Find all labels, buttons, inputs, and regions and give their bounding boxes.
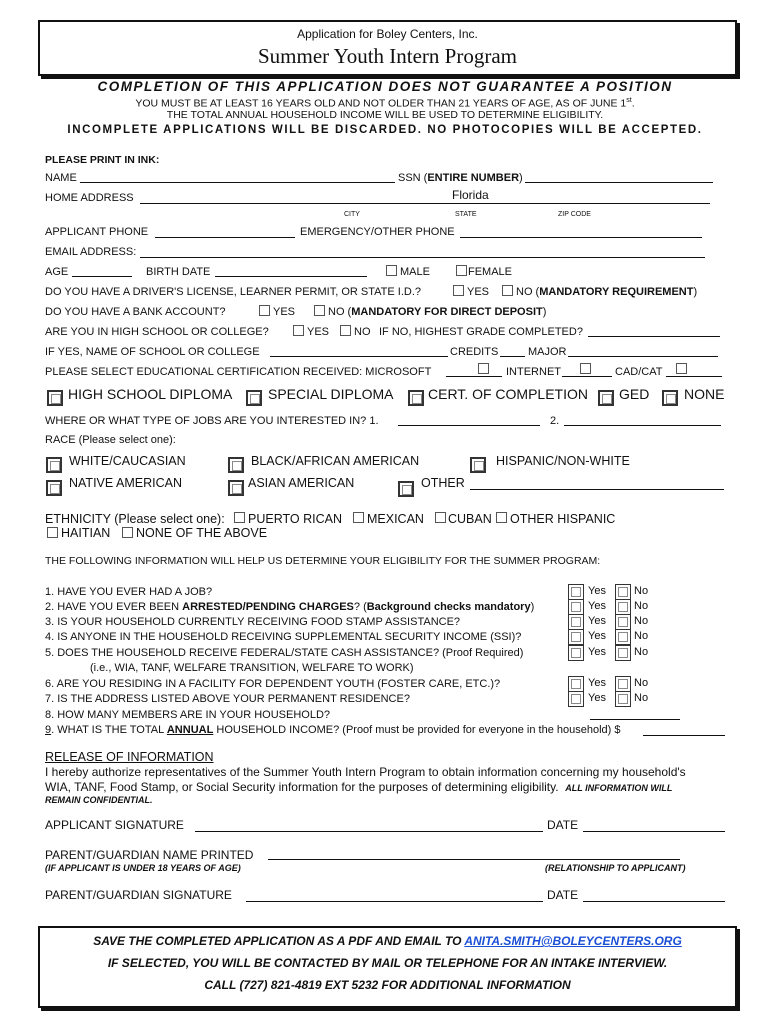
call-note: CALL (727) 821-4819 EXT 5232 FOR ADDITIONAL INFORMATION xyxy=(204,978,571,992)
q1-yes-label: Yes xyxy=(588,585,606,597)
q8-field[interactable] xyxy=(590,719,680,720)
applicant-signature-field[interactable] xyxy=(195,831,543,832)
print-instruction: PLEASE PRINT IN INK: xyxy=(45,154,160,166)
race-asian-checkbox[interactable] xyxy=(228,480,244,496)
eth-puerto-rican-checkbox[interactable] xyxy=(234,512,245,523)
internet-label: INTERNET xyxy=(506,366,561,378)
footer-box xyxy=(38,926,737,1008)
release-heading: RELEASE OF INFORMATION xyxy=(45,750,214,764)
credits-field[interactable] xyxy=(500,356,525,357)
q6-yes-label: Yes xyxy=(588,677,606,689)
q5-no-label: No xyxy=(634,646,649,658)
q7-no-checkbox[interactable] xyxy=(615,691,631,707)
race-white-label: WHITE/CAUCASIAN xyxy=(69,454,186,468)
eligibility-intro: THE FOLLOWING INFORMATION WILL HELP US DETERMINE YOUR ELIGIBILITY FOR THE SUMMER PROGRAM: xyxy=(45,555,601,567)
diploma-none-checkbox[interactable] xyxy=(662,390,678,406)
guardian-name-field[interactable] xyxy=(268,859,680,860)
race-native-checkbox[interactable] xyxy=(46,480,62,496)
major-field[interactable] xyxy=(568,356,718,357)
race-native-label: NATIVE AMERICAN xyxy=(69,476,182,490)
q4-no-checkbox[interactable] xyxy=(615,629,631,645)
q3-yes-checkbox[interactable] xyxy=(568,614,584,630)
cadcat-checkbox[interactable] xyxy=(676,363,687,374)
eth-none-checkbox[interactable] xyxy=(122,527,133,538)
q1-text: 1. HAVE YOU EVER HAD A JOB? xyxy=(45,586,213,598)
q2-text: 2. HAVE YOU EVER BEEN ARRESTED/PENDING CHARGES? (Background checks mandatory) xyxy=(45,601,535,613)
q8-text: 8. HOW MANY MEMBERS ARE IN YOUR HOUSEHOLD? xyxy=(45,709,331,721)
header-box xyxy=(38,20,737,76)
license-no-checkbox[interactable] xyxy=(502,285,513,296)
highest-grade-label: IF NO, HIGHEST GRADE COMPLETED? xyxy=(379,326,583,338)
male-checkbox[interactable] xyxy=(386,265,397,276)
diploma-hs-checkbox[interactable] xyxy=(47,390,63,406)
diploma-cert-checkbox[interactable] xyxy=(408,390,424,406)
relationship-note: (RELATIONSHIP TO APPLICANT) xyxy=(545,863,686,873)
race-other-checkbox[interactable] xyxy=(398,481,414,497)
completion-warning: COMPLETION OF THIS APPLICATION DOES NOT GUARANTEE A POSITION xyxy=(97,79,673,94)
cadcat-field[interactable] xyxy=(666,376,722,377)
school-name-label: IF YES, NAME OF SCHOOL OR COLLEGE xyxy=(45,346,260,358)
program-title: Summer Youth Intern Program xyxy=(258,44,517,68)
q2-no-checkbox[interactable] xyxy=(615,599,631,615)
eth-mexican-checkbox[interactable] xyxy=(353,512,364,523)
guardian-date-label: DATE xyxy=(547,888,579,902)
q3-text: 3. IS YOUR HOUSEHOLD CURRENTLY RECEIVING FOOD STAMP ASSISTANCE? xyxy=(45,616,461,628)
q5-no-checkbox[interactable] xyxy=(615,645,631,661)
q7-text: 7. IS THE ADDRESS LISTED ABOVE YOUR PERMANENT RESIDENCE? xyxy=(45,693,410,705)
diploma-none-label: NONE xyxy=(684,386,725,402)
eth-mexican-label: MEXICAN xyxy=(367,512,424,526)
race-other-field[interactable] xyxy=(470,489,724,490)
emergency-phone-field[interactable] xyxy=(460,237,702,238)
emergency-phone-label: EMERGENCY/OTHER PHONE xyxy=(300,226,455,238)
name-label: NAME xyxy=(45,172,77,184)
diploma-cert-label: CERT. OF COMPLETION xyxy=(428,386,588,402)
email-link[interactable]: ANITA.SMITH@BOLEYCENTERS.ORG xyxy=(464,934,682,948)
microsoft-checkbox[interactable] xyxy=(478,363,489,374)
release-line-3: REMAIN CONFIDENTIAL. xyxy=(45,795,153,805)
q4-yes-checkbox[interactable] xyxy=(568,629,584,645)
q4-text: 4. IS ANYONE IN THE HOUSEHOLD RECEIVING SUPPLEMENTAL SECURITY INCOME (SSI)? xyxy=(45,631,522,643)
jobs-second-label: 2. xyxy=(550,415,560,427)
q3-no-checkbox[interactable] xyxy=(615,614,631,630)
home-address-field[interactable] xyxy=(140,203,710,204)
q4-no-label: No xyxy=(634,630,649,642)
q9-field[interactable] xyxy=(643,735,725,736)
female-label: FEMALE xyxy=(468,266,513,278)
q7-yes-checkbox[interactable] xyxy=(568,691,584,707)
eth-cuban-label: CUBAN xyxy=(448,512,492,526)
applicant-date-field[interactable] xyxy=(583,831,725,832)
guardian-name-label: PARENT/GUARDIAN NAME PRINTED xyxy=(45,848,254,862)
age-label: AGE xyxy=(45,266,69,278)
guardian-signature-label: PARENT/GUARDIAN SIGNATURE xyxy=(45,888,232,902)
under-18-note: (IF APPLICANT IS UNDER 18 YEARS OF AGE) xyxy=(45,863,241,873)
diploma-ged-label: GED xyxy=(619,386,650,402)
jobs-question: WHERE OR WHAT TYPE OF JOBS ARE YOU INTERESTED IN? 1. xyxy=(45,415,379,427)
q7-no-label: No xyxy=(634,692,649,704)
license-question: DO YOU HAVE A DRIVER'S LICENSE, LEARNER PERMIT, OR STATE I.D.? xyxy=(45,286,421,298)
q6-text: 6. ARE YOU RESIDING IN A FACILITY FOR DEPENDENT YOUTH (FOSTER CARE, ETC.)? xyxy=(45,678,501,690)
internet-field[interactable] xyxy=(562,376,612,377)
diploma-hs-label: HIGH SCHOOL DIPLOMA xyxy=(68,386,233,402)
age-requirement: YOU MUST BE AT LEAST 16 YEARS OLD AND NOT OLDER THAN 21 YEARS OF AGE, AS OF JUNE 1st. xyxy=(135,97,635,110)
q2-yes-checkbox[interactable] xyxy=(568,599,584,615)
email-label: EMAIL ADDRESS: xyxy=(45,246,137,258)
bank-no-label: NO (MANDATORY FOR DIRECT DEPOSIT) xyxy=(328,306,547,318)
q3-yes-label: Yes xyxy=(588,615,606,627)
eth-other-hispanic-label: OTHER HISPANIC xyxy=(510,512,616,526)
q7-yes-label: Yes xyxy=(588,692,606,704)
release-line-1: I hereby authorize representatives of the Summer Youth Intern Program to obtain information concerning my household's xyxy=(45,765,686,779)
selected-note: IF SELECTED, YOU WILL BE CONTACTED BY MAIL OR TELEPHONE FOR AN INTAKE INTERVIEW. xyxy=(107,956,668,970)
q3-no-label: No xyxy=(634,615,649,627)
eth-none-label: NONE OF THE ABOVE xyxy=(136,526,268,540)
save-instruction: SAVE THE COMPLETED APPLICATION AS A PDF AND EMAIL TO ANITA.SMITH@BOLEYCENTERS.ORG xyxy=(93,934,682,948)
school-no-label: NO xyxy=(354,326,371,338)
city-label: CITY xyxy=(344,211,360,218)
state-label: STATE xyxy=(455,211,477,218)
zip-label: ZIP CODE xyxy=(558,211,591,218)
q5-subtext: (i.e., WIA, TANF, WELFARE TRANSITION, WELFARE TO WORK) xyxy=(90,662,414,674)
guardian-signature-field[interactable] xyxy=(246,901,543,902)
internet-checkbox[interactable] xyxy=(580,363,591,374)
school-no-checkbox[interactable] xyxy=(340,325,351,336)
race-hispanic-label: HISPANIC/NON-WHITE xyxy=(496,454,630,468)
home-address-label: HOME ADDRESS xyxy=(45,192,134,204)
female-checkbox[interactable] xyxy=(456,265,467,276)
q1-no-checkbox[interactable] xyxy=(615,584,631,600)
incomplete-warning: INCOMPLETE APPLICATIONS WILL BE DISCARDED. NO PHOTOCOPIES WILL BE ACCEPTED. xyxy=(67,124,703,136)
bank-yes-checkbox[interactable] xyxy=(259,305,270,316)
race-white-checkbox[interactable] xyxy=(46,457,62,473)
guardian-date-field[interactable] xyxy=(583,901,725,902)
email-field[interactable] xyxy=(140,257,705,258)
race-black-checkbox[interactable] xyxy=(228,457,244,473)
school-question: ARE YOU IN HIGH SCHOOL OR COLLEGE? xyxy=(45,326,269,338)
license-no-label: NO (MANDATORY REQUIREMENT) xyxy=(516,286,698,298)
q5-yes-checkbox[interactable] xyxy=(568,645,584,661)
state-value[interactable]: Florida xyxy=(452,188,489,202)
ethnicity-label: ETHNICITY (Please select one): xyxy=(45,512,225,526)
q9-text: 9. WHAT IS THE TOTAL ANNUAL HOUSEHOLD INCOME? (Proof must be provided for everyone in the household) $ xyxy=(45,724,621,736)
license-yes-checkbox[interactable] xyxy=(453,285,464,296)
ssn-label: SSN (ENTIRE NUMBER) xyxy=(398,172,523,184)
race-other-label: OTHER xyxy=(421,476,465,490)
bank-yes-label: YES xyxy=(273,306,296,318)
applicant-date-label: DATE xyxy=(547,818,579,832)
race-hispanic-checkbox[interactable] xyxy=(470,457,486,473)
diploma-ged-checkbox[interactable] xyxy=(598,390,614,406)
highest-grade-field[interactable] xyxy=(588,336,720,337)
eth-cuban-checkbox[interactable] xyxy=(435,512,446,523)
major-label: MAJOR xyxy=(528,346,567,358)
q1-yes-checkbox[interactable] xyxy=(568,584,584,600)
org-line: Application for Boley Centers, Inc. xyxy=(297,27,478,41)
cert-question: PLEASE SELECT EDUCATIONAL CERTIFICATION RECEIVED: MICROSOFT xyxy=(45,366,432,378)
male-label: MALE xyxy=(400,266,430,278)
q2-yes-label: Yes xyxy=(588,600,606,612)
q4-yes-label: Yes xyxy=(588,630,606,642)
ssn-field[interactable] xyxy=(525,182,713,183)
bank-no-checkbox[interactable] xyxy=(314,305,325,316)
q5-text: 5. DOES THE HOUSEHOLD RECEIVE FEDERAL/STATE CASH ASSISTANCE? (Proof Required) xyxy=(45,647,524,659)
eth-other-hispanic-checkbox[interactable] xyxy=(496,512,507,523)
applicant-phone-field[interactable] xyxy=(155,237,295,238)
school-yes-label: YES xyxy=(307,326,330,338)
credits-label: CREDITS xyxy=(450,346,499,358)
release-line-2: WIA, TANF, Food Stamp, or Social Security information for the purposes of determining eligibility. ALL INFORMATION WILL xyxy=(45,780,673,794)
age-field[interactable] xyxy=(72,276,132,277)
license-yes-label: YES xyxy=(467,286,490,298)
q1-no-label: No xyxy=(634,585,649,597)
birth-date-field[interactable] xyxy=(215,276,367,277)
q6-yes-checkbox[interactable] xyxy=(568,676,584,692)
applicant-phone-label: APPLICANT PHONE xyxy=(45,226,149,238)
school-name-field[interactable] xyxy=(270,356,448,357)
q5-yes-label: Yes xyxy=(588,646,606,658)
q2-no-label: No xyxy=(634,600,649,612)
applicant-signature-label: APPLICANT SIGNATURE xyxy=(45,818,184,832)
diploma-special-label: SPECIAL DIPLOMA xyxy=(268,386,394,402)
name-field[interactable] xyxy=(80,182,395,183)
eth-puerto-rican-label: PUERTO RICAN xyxy=(248,512,343,526)
diploma-special-checkbox[interactable] xyxy=(246,390,262,406)
job-interest-2-field[interactable] xyxy=(564,425,721,426)
eth-haitian-label: HAITIAN xyxy=(61,526,111,540)
cadcat-label: CAD/CAT xyxy=(615,366,663,378)
q6-no-label: No xyxy=(634,677,649,689)
income-note: THE TOTAL ANNUAL HOUSEHOLD INCOME WILL BE USED TO DETERMINE ELIGIBILITY. xyxy=(166,109,604,121)
birth-date-label: BIRTH DATE xyxy=(146,266,211,278)
race-asian-label: ASIAN AMERICAN xyxy=(248,476,355,490)
school-yes-checkbox[interactable] xyxy=(293,325,304,336)
job-interest-1-field[interactable] xyxy=(398,425,540,426)
eth-haitian-checkbox[interactable] xyxy=(47,527,58,538)
microsoft-field[interactable] xyxy=(446,376,502,377)
q6-no-checkbox[interactable] xyxy=(615,676,631,692)
bank-question: DO YOU HAVE A BANK ACCOUNT? xyxy=(45,306,226,318)
race-black-label: BLACK/AFRICAN AMERICAN xyxy=(251,454,420,468)
race-label: RACE (Please select one): xyxy=(45,434,176,446)
